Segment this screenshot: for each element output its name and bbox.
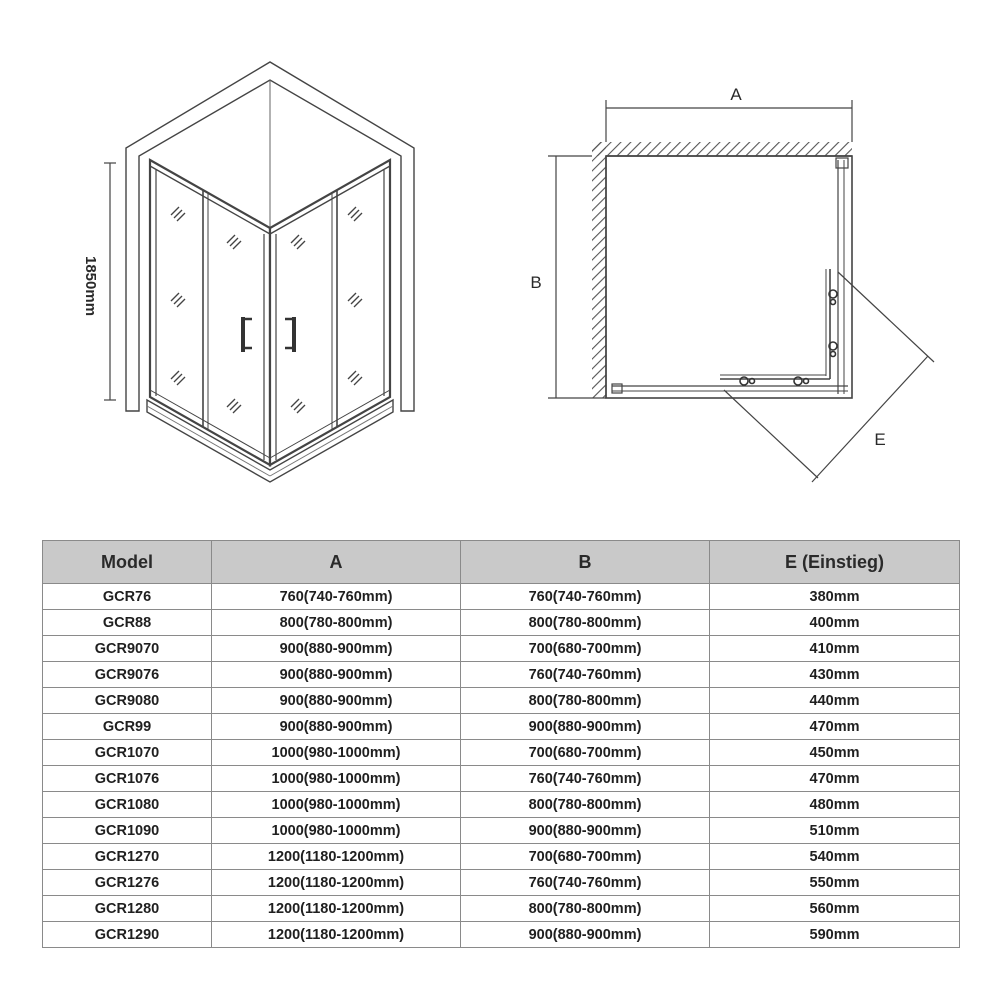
- cell-e: 450mm: [710, 740, 960, 766]
- cell-model: GCR1290: [43, 922, 212, 948]
- table-row: [43, 844, 960, 870]
- table-row: [43, 818, 960, 844]
- left-wall-hatch: [592, 142, 606, 398]
- header-model: Model: [43, 541, 212, 584]
- cell-a: 1000(980-1000mm): [212, 792, 461, 818]
- table-row: [43, 688, 960, 714]
- cell-a: 1000(980-1000mm): [212, 740, 461, 766]
- cell-a: 900(880-900mm): [212, 662, 461, 688]
- cell-b: 760(740-760mm): [461, 766, 710, 792]
- cell-a: 900(880-900mm): [212, 636, 461, 662]
- dimension-e-label: E: [874, 430, 886, 449]
- isometric-view: [104, 62, 414, 482]
- cell-b: 700(680-700mm): [461, 636, 710, 662]
- cell-model: GCR1076: [43, 766, 212, 792]
- cell-a: 1000(980-1000mm): [212, 766, 461, 792]
- cell-a: 1200(1180-1200mm): [212, 896, 461, 922]
- cell-model: GCR88: [43, 610, 212, 636]
- top-view-plan: [548, 100, 934, 482]
- cell-model: GCR9076: [43, 662, 212, 688]
- table-header-row: [43, 541, 960, 584]
- table-row: [43, 740, 960, 766]
- dimension-a-label: A: [730, 85, 742, 104]
- cell-b: 700(680-700mm): [461, 844, 710, 870]
- table-row: [43, 922, 960, 948]
- cell-e: 560mm: [710, 896, 960, 922]
- cell-a: 1200(1180-1200mm): [212, 870, 461, 896]
- cell-b: 760(740-760mm): [461, 870, 710, 896]
- height-label: 1850mm: [82, 255, 99, 317]
- cell-model: GCR1070: [43, 740, 212, 766]
- cell-e: 540mm: [710, 844, 960, 870]
- cell-b: 760(740-760mm): [461, 662, 710, 688]
- cell-model: GCR9080: [43, 688, 212, 714]
- door-handles-plan: [740, 290, 837, 385]
- header-b: B: [461, 541, 710, 584]
- dimension-a-line: [606, 100, 852, 142]
- cell-e: 590mm: [710, 922, 960, 948]
- cell-b: 800(780-800mm): [461, 610, 710, 636]
- cell-model: GCR99: [43, 714, 212, 740]
- table-row: [43, 792, 960, 818]
- cell-a: 1200(1180-1200mm): [212, 844, 461, 870]
- cell-a: 800(780-800mm): [212, 610, 461, 636]
- cell-a: 900(880-900mm): [212, 714, 461, 740]
- cell-model: GCR1080: [43, 792, 212, 818]
- cell-a: 760(740-760mm): [212, 584, 461, 610]
- cell-e: 380mm: [710, 584, 960, 610]
- cell-e: 400mm: [710, 610, 960, 636]
- cell-e: 510mm: [710, 818, 960, 844]
- cell-model: GCR9070: [43, 636, 212, 662]
- cell-b: 760(740-760mm): [461, 584, 710, 610]
- cell-e: 410mm: [710, 636, 960, 662]
- table-row: [43, 766, 960, 792]
- dimension-e-line: [724, 272, 934, 482]
- cell-b: 800(780-800mm): [461, 792, 710, 818]
- header-a: A: [212, 541, 461, 584]
- cell-b: 900(880-900mm): [461, 714, 710, 740]
- table-row: [43, 584, 960, 610]
- cell-b: 900(880-900mm): [461, 922, 710, 948]
- dimension-b-label: B: [530, 273, 542, 292]
- cell-e: 470mm: [710, 766, 960, 792]
- enclosure-outline: [606, 156, 852, 398]
- cell-b: 700(680-700mm): [461, 740, 710, 766]
- table-row: [43, 896, 960, 922]
- cell-b: 800(780-800mm): [461, 688, 710, 714]
- height-dimension-line: [104, 163, 116, 400]
- top-wall-hatch: [592, 142, 852, 156]
- header-e: E (Einstieg): [710, 541, 960, 584]
- table-row: [43, 610, 960, 636]
- cell-model: GCR1276: [43, 870, 212, 896]
- cell-e: 430mm: [710, 662, 960, 688]
- table-row: [43, 870, 960, 896]
- cell-e: 480mm: [710, 792, 960, 818]
- model-dimension-table: [42, 540, 960, 948]
- cell-b: 900(880-900mm): [461, 818, 710, 844]
- cell-a: 1000(980-1000mm): [212, 818, 461, 844]
- cell-e: 440mm: [710, 688, 960, 714]
- cell-model: GCR1090: [43, 818, 212, 844]
- cell-a: 1200(1180-1200mm): [212, 922, 461, 948]
- cell-model: GCR1280: [43, 896, 212, 922]
- cell-b: 800(780-800mm): [461, 896, 710, 922]
- table-row: [43, 714, 960, 740]
- cell-e: 550mm: [710, 870, 960, 896]
- cell-e: 470mm: [710, 714, 960, 740]
- table-row: [43, 662, 960, 688]
- cell-model: GCR76: [43, 584, 212, 610]
- table-row: [43, 636, 960, 662]
- cell-model: GCR1270: [43, 844, 212, 870]
- cell-a: 900(880-900mm): [212, 688, 461, 714]
